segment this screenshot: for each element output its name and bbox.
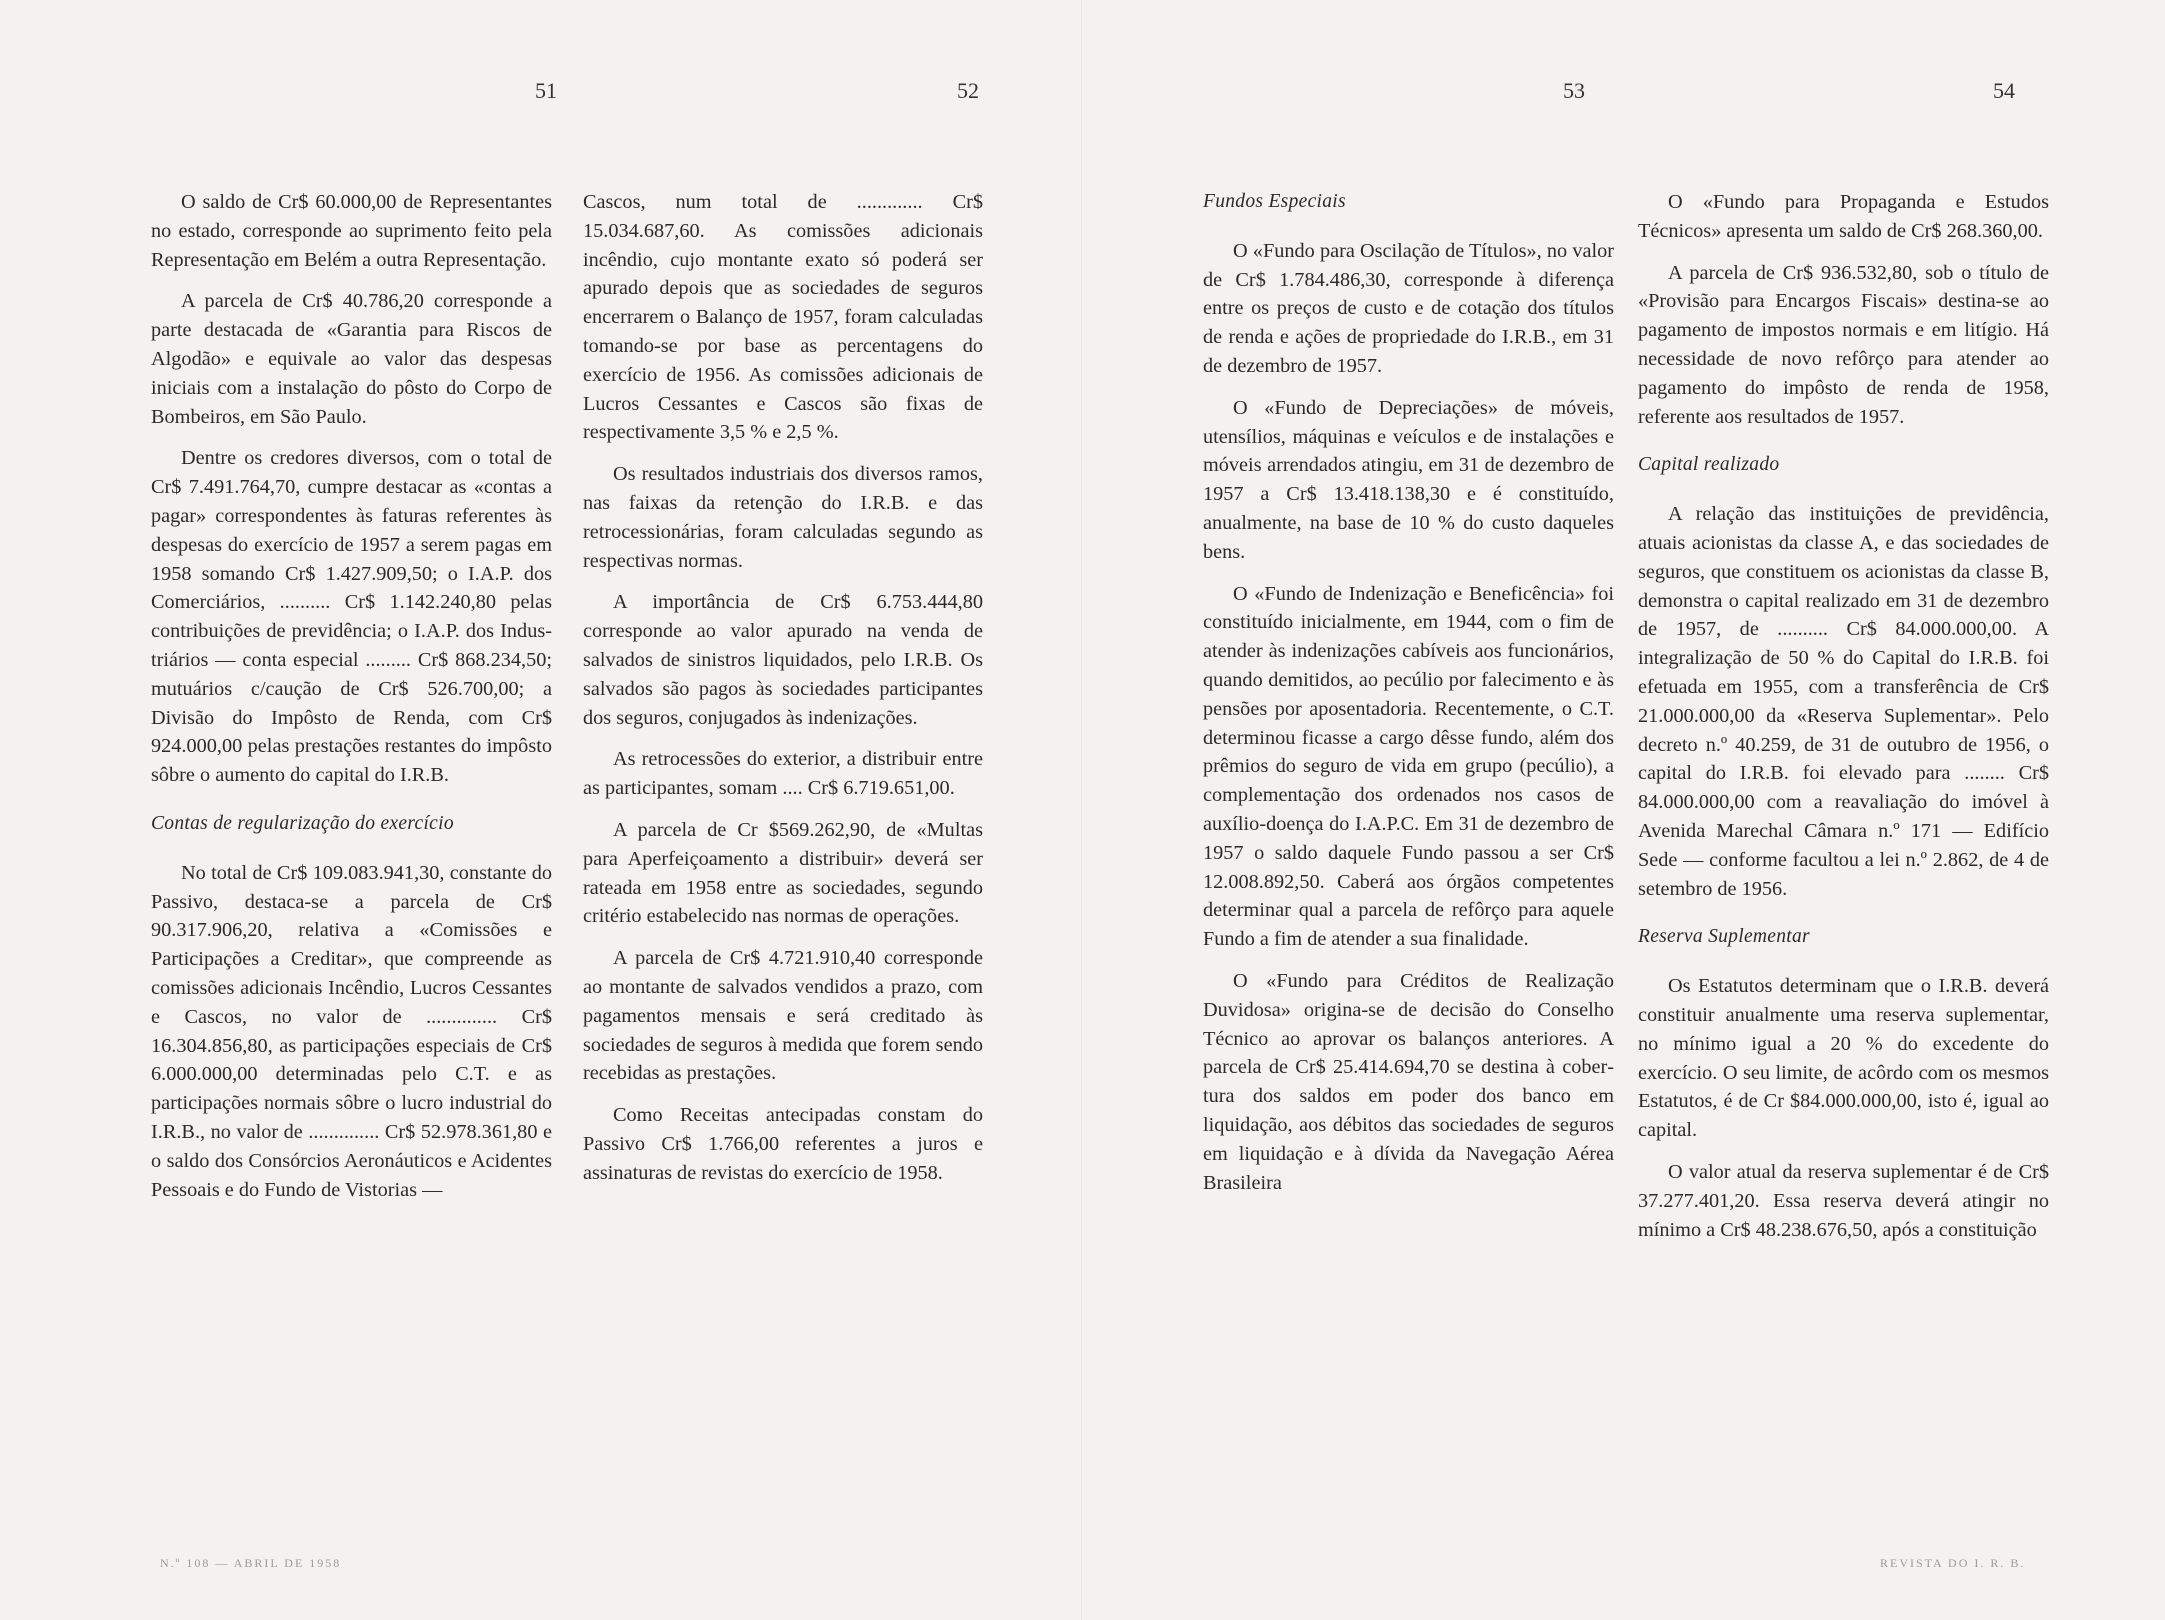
paragraph: Como Receitas antecipadas constam do Passivo Cr$ 1.766,00 referentes a juros e assinaturas de revistas do exercício de 1958. [583,1104,983,1184]
column-page-52 [583,188,983,1201]
paragraph: A relação das instituições de previdência, atuais acionistas da classe A, e das sociedades de seguros, que constituem os acionistas da classe B, demonstra o capital realizado em 31 de dezembro de 1957, de .......... Cr$ 84.000.000,00. A integralização de 50 % do Capital do I.R.B. foi efetuada em 1955, com a transferência de Cr$ 21.000.000,00 da «Reserva Suplementar». Pelo decreto n.º 40.259, de 31 de outubro de 1956, o capital do I.R.B. foi elevado para ........ Cr$ 84.000.000,00 com a reavaliação do imóvel à Avenida Marechal Câmara n.º 171 — Edifício Sede — conforme facultou a lei n.º 2.862, de 4 de setembro de 1956. [1638,503,2049,900]
paragraph: O «Fundo para Propaganda e Estudos Técnicos» apresenta um saldo de Cr$ 268.360,00. [1638,191,2049,242]
paragraph: Cascos, num total de ............. Cr$ 15.034.687,60. As comissões adicionais incêndio, cujo montante exato só poderá ser apurado depois que as sociedades de seguros encerrarem o Balanço de 1957, foram calculadas tomando-se por base as percentagens do exercício de 1956. As comissões adicionais de Lucros Cessantes e Cascos são fixas de respectivamente 3,5 % e 2,5 %. [583,191,983,444]
paragraph: O «Fundo para Créditos de Realização Duvidosa» origina-se de decisão do Conselho Técnico ao aprovar os balanços anteriores. A parcela de Cr$ 25.414.694,70 se destina à cobertura dos saldos em poder dos banco em liquidação, aos débitos das sociedades de seguros em liquidação e à dívida da Navegação Aérea Brasileira [1203,969,1614,1194]
section-heading: Contas de regularização do exercício [151,812,454,834]
paragraph: O saldo de Cr$ 60.000,00 de Representantes no estado, corresponde ao suprimento feito pela Representação em Belém a outra Representação. [151,191,552,271]
footer-issue: N.º 108 — ABRIL DE 1958 [160,1556,342,1570]
column-page-51 [151,188,552,1217]
page-number-52: 52 [957,78,979,103]
section-heading: Reserva Suplementar [1638,926,1810,948]
paragraph: As retrocessões do exterior, a distribuir entre as participantes, somam .... Cr$ 6.719.651,00. [583,748,983,800]
paragraph: O «Fundo de Depreciações» de móveis, utensílios, máquinas e veículos e de instalações e móveis arrendados atingiu, em 31 de dezembro de 1957 a Cr$ 13.418.138,30 e é constituído, anualmente, na base de 10 % do custo daqueles bens. [1203,396,1614,563]
section-heading: Capital realizado [1638,454,1780,476]
paragraph: O valor atual da reserva suplementar é de Cr$ 37.277.401,20. Essa reserva deverá atingir no mínimo a Cr$ 48.238.676,50, após a constituição [1638,1160,2049,1241]
paragraph: Dentre os credores diversos, com o total de Cr$ 7.491.764,70, cumpre destacar as «contas a pagar» correspondentes às faturas referentes às despesas do exercício de 1957 a serem pagas em 1958 somando Cr$ 1.427.909,50; o I.A.P. dos Comerciários, .......... Cr$ 1.142.240,80 pelas contribuições de previdência; o I.A.P. dos Industriários — conta especial ......... Cr$ 868.234,50; mutuários c/caução de Cr$ 526.700,00; a Divisão do Impôsto de Renda, com Cr$ 924.000,00 pelas prestações restantes do impôsto sôbre o aumento do capital do I.R.B. [151,447,552,787]
paragraph: A parcela de Cr $569.262,90, de «Multas para Aperfeiçoamento a distribuir» deverá ser rateada em 1958 entre as sociedades, segundo critério estabelecido nas normas de operações. [583,818,983,928]
paragraph: O «Fundo para Oscilação de Títulos», no valor de Cr$ 1.784.486,30, corresponde à diferença entre os preços de custo e de cotação dos títulos de renda e ações de propriedade do I.R.B., em 31 de dezembro de 1957. [1203,239,1614,377]
page-number-53: 53 [1563,78,1585,103]
paragraph: No total de Cr$ 109.083.941,30, constante do Passivo, destaca-se a parcela de Cr$ 90.317.906,20, relativa a «Comissões e Participações a Creditar», que compreende as comissões adicionais Incêndio, Lucros Cessantes e Cascos, no valor de .............. Cr$ 16.304.856,80, as participações especiais de Cr$ 6.000.000,00 determinadas pelo C.T. e as participações normais sôbre o lucro industrial do I.R.B., no valor de .............. Cr$ 52.978.361,80 e o saldo dos Consórcios Aeronáuticos e Acidentes Pessoais e do Fundo de Vistorias — [151,861,552,1201]
section-heading: Fundos Especiais [1203,191,1346,212]
column-page-54 [1638,188,2049,1257]
paragraph: A parcela de Cr$ 4.721.910,40 corresponde ao montante de salvados vendidos a prazo, com pagamentos mensais e será creditado às sociedades de seguros à medida que forem sendo recebidas as prestações. [583,947,983,1085]
paragraph: A parcela de Cr$ 40.786,20 corresponde a parte destacada de «Garantia para Riscos de Algodão» e equivale ao valor das despesas iniciais com a instalação do pôsto do Corpo de Bombeiros, em São Paulo. [151,290,552,428]
page-number-54: 54 [1993,78,2015,103]
paragraph: O «Fundo de Indenização e Beneficência» foi constituído inicialmente, em 1944, com o fim de atender às indenizações cabíveis aos funcionários, quando demitidos, ao pecúlio por falecimento e às pensões por aposentadoria. Recentemente, o C.T. determinou ficasse a cargo dêsse fundo, além dos prêmios do seguro de vida em grupo (pecúlio), a complementação dos ordenados nos casos de auxílio-doença do I.A.P.C. Em 31 de dezembro de 1957 o saldo daquele Fundo passou a ser Cr$ 12.008.892,50. Caberá aos órgãos competentes determinar qual a parcela de refôrço para aquele Fundo a fim de atender a sua finalidade. [1203,582,1614,951]
paragraph: Os Estatutos determinam que o I.R.B. deverá constituir anualmente uma reserva suplementar, no mínimo igual a 20 % do excedente do exercício. O seu limite, de acôrdo com os mesmos Estatutos, é de Cr $84.000.000,00, isto é, igual ao capital. [1638,975,2049,1142]
paragraph: A parcela de Cr$ 936.532,80, sob o título de «Provisão para Encargos Fiscais» destina-se ao pagamento de impostos normais e em litígio. Há necessidade de novo refôrço para atender ao pagamento do impôsto de renda de 1958, referente aos resultados de 1957. [1638,261,2049,428]
column-page-53 [1203,188,1614,1210]
paragraph: Os resultados industriais dos diversos ramos, nas faixas da retenção do I.R.B. e das retrocessionárias, foram calculadas segundo as respectivas normas. [583,463,983,572]
page-number-51: 51 [535,78,557,103]
paragraph: A importância de Cr$ 6.753.444,80 corresponde ao valor apurado na venda de salvados de sinistros liquidados, pelo I.R.B. Os salvados são pagos às sociedades participantes dos seguros, conjugados às indenizações. [583,591,983,729]
footer-journal: REVISTA DO I. R. B. [1880,1556,2026,1570]
page-fold [1081,0,1083,1620]
